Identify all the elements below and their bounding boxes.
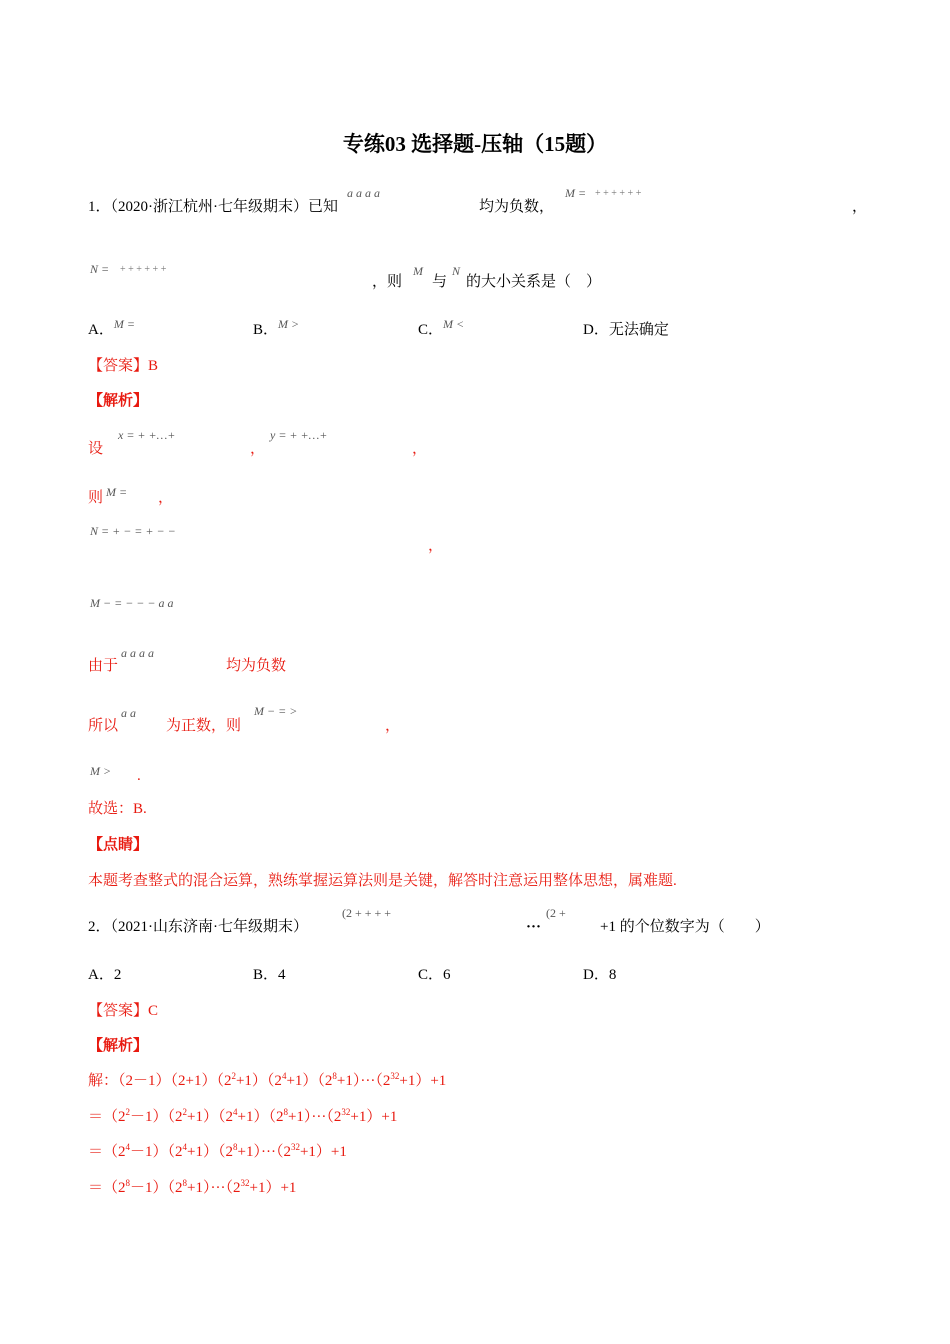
sol-y-def: y = + +…+	[270, 428, 328, 442]
q1-N-def: N =	[90, 262, 110, 276]
option-text: 无法确定	[608, 322, 669, 338]
step-text: +1）···（2	[187, 1180, 241, 1196]
q2-answer: 【答案】C	[88, 1003, 159, 1019]
q2-step-2	[88, 1107, 397, 1127]
option-text: 4	[278, 967, 286, 983]
q1-and: 与	[432, 274, 448, 290]
step-exponent: 2	[231, 1071, 236, 1081]
q1-text-mid: 均为负数，	[479, 199, 555, 215]
step-exponent: 4	[125, 1142, 131, 1152]
option-label: C．	[418, 322, 444, 338]
sol-comma-1: ，	[250, 441, 266, 457]
step-text: +1）···（2	[237, 1144, 291, 1160]
step-exponent: 32	[341, 1107, 351, 1117]
sol-guxuan: 故选：B.	[88, 801, 147, 817]
step-exponent: 4	[233, 1107, 238, 1117]
sol-youyu-end: 均为负数	[226, 658, 287, 674]
q2-step-1	[88, 1071, 446, 1091]
step-exponent: 32	[240, 1178, 250, 1188]
step-text: +1）（2	[187, 1109, 233, 1125]
option-label: A．	[88, 967, 114, 983]
q2-analysis-heading: 【解析】	[88, 1038, 149, 1054]
step-text: +1）···（2	[336, 1073, 391, 1089]
sol-comma-2: ，	[412, 441, 428, 457]
step-text: －1）（2	[130, 1180, 183, 1196]
step-text: +1）（2	[237, 1109, 284, 1125]
q1-N-symbol: N	[452, 264, 461, 278]
sol-suoyi-ineq: M − = >	[254, 704, 298, 718]
q2-step-4	[88, 1178, 296, 1198]
q1-source: （2020·浙江杭州·七年级期末）已知	[110, 199, 339, 215]
step-exponent: 8	[125, 1178, 131, 1188]
option-text: M =	[113, 317, 135, 331]
sol-ze: 则	[88, 490, 104, 506]
q1-text-end: ，则	[372, 274, 403, 290]
step-exponent: 2	[182, 1107, 188, 1117]
step-text: +1）···（2	[287, 1109, 342, 1125]
q2-option-d[interactable]	[583, 965, 616, 985]
sol-suoyi-aa: a a	[121, 706, 136, 720]
option-label: D．	[583, 322, 609, 338]
q1-option-d[interactable]	[583, 320, 669, 340]
sol-M-eq: M =	[106, 485, 128, 499]
step-exponent: 4	[281, 1071, 287, 1081]
option-text: 6	[443, 967, 451, 983]
step-exponent: 4	[182, 1142, 188, 1152]
step-exponent: 32	[290, 1142, 300, 1152]
step-text: +1）+1	[249, 1180, 297, 1196]
q2-number: 2．	[88, 919, 111, 935]
q1-N-terms: + + + + + +	[120, 264, 167, 275]
sol-period: .	[137, 768, 141, 784]
option-text: 8	[608, 967, 617, 983]
q1-M-def: M =	[565, 186, 587, 200]
option-text: M >	[278, 317, 300, 331]
step-exponent: 8	[233, 1142, 238, 1152]
step-text: ＝（2	[88, 1144, 126, 1160]
step-text: +1）（2	[187, 1144, 233, 1160]
sol-M-gt: M >	[90, 764, 112, 778]
step-text: +1）+1	[350, 1109, 398, 1125]
step-text: ＝（2	[88, 1180, 126, 1196]
q1-stem	[88, 197, 338, 217]
option-label: C．	[418, 967, 444, 983]
q2-stem	[88, 917, 308, 937]
q1-comma: ，	[852, 199, 868, 215]
q1-option-b[interactable]	[253, 317, 300, 340]
q1-analysis-heading: 【解析】	[88, 393, 149, 409]
option-label: B．	[253, 967, 279, 983]
option-text: 2	[113, 967, 122, 983]
q1-M-terms: + + + + + +	[595, 188, 642, 199]
q2-expr-2: (2 +	[546, 906, 566, 920]
q1-M-symbol: M	[413, 264, 423, 278]
sol-comma-5: ，	[385, 718, 401, 734]
page-title: 专练03 选择题-压轴（15题）	[342, 132, 608, 156]
q1-option-a[interactable]	[88, 317, 135, 340]
q1-dianjing-heading: 【点睛】	[88, 837, 149, 853]
step-exponent: 8	[283, 1107, 288, 1117]
step-exponent: 2	[125, 1107, 131, 1117]
q2-expr-1: (2 + + + +	[342, 906, 392, 920]
step-text: ＝（2	[88, 1109, 126, 1125]
step-text: －1）（2	[130, 1109, 183, 1125]
q1-a-list: a a a a	[347, 186, 380, 200]
q2-option-a[interactable]	[88, 965, 121, 985]
step-exponent: 8	[332, 1071, 337, 1081]
q1-dianjing-text: 本题考查整式的混合运算，熟练掌握运算法则是关键，解答时注意运用整体思想，属难题.	[88, 873, 677, 889]
q1-tail: 的大小关系是（ ）	[466, 274, 602, 290]
q1-number: 1．	[88, 199, 111, 215]
q2-option-c[interactable]	[418, 965, 451, 985]
sol-comma-4: ，	[428, 538, 444, 554]
sol-x-def: x = + +…+	[118, 428, 176, 442]
sol-suoyi-mid: 为正数，则	[166, 718, 242, 734]
sol-N-eq: N = + − = + − −	[90, 524, 176, 538]
step-text: +1）+1	[399, 1073, 447, 1089]
sol-youyu: 由于	[88, 658, 119, 674]
sol-she: 设	[88, 441, 104, 457]
q2-tail: +1 的个位数字为（ ）	[600, 919, 770, 935]
sol-suoyi: 所以	[88, 718, 119, 734]
q2-source: （2021·山东济南·七年级期末）	[110, 919, 309, 935]
q1-option-c[interactable]	[418, 317, 465, 340]
step-text: +1）（2	[235, 1073, 282, 1089]
option-text: M <	[443, 317, 465, 331]
option-label: B．	[253, 322, 279, 338]
sol-comma-3: ，	[158, 490, 174, 506]
sol-M-minus-N: M − = − − − a a	[90, 596, 174, 610]
q2-step-3	[88, 1142, 347, 1162]
step-text: +1）（2	[286, 1073, 333, 1089]
step-text: +1）+1	[299, 1144, 347, 1160]
step-exponent: 32	[390, 1071, 400, 1081]
step-text: －1）（2	[130, 1144, 183, 1160]
sol-youyu-a-list: a a a a	[121, 646, 154, 660]
q1-answer: 【答案】B	[88, 358, 159, 374]
option-label: A．	[88, 322, 114, 338]
q2-option-b[interactable]	[253, 965, 286, 985]
step-text: 解：（2－1）（2+1）（2	[88, 1073, 232, 1089]
q2-dots: ···	[526, 919, 542, 935]
step-exponent: 8	[182, 1178, 188, 1188]
option-label: D．	[583, 967, 609, 983]
